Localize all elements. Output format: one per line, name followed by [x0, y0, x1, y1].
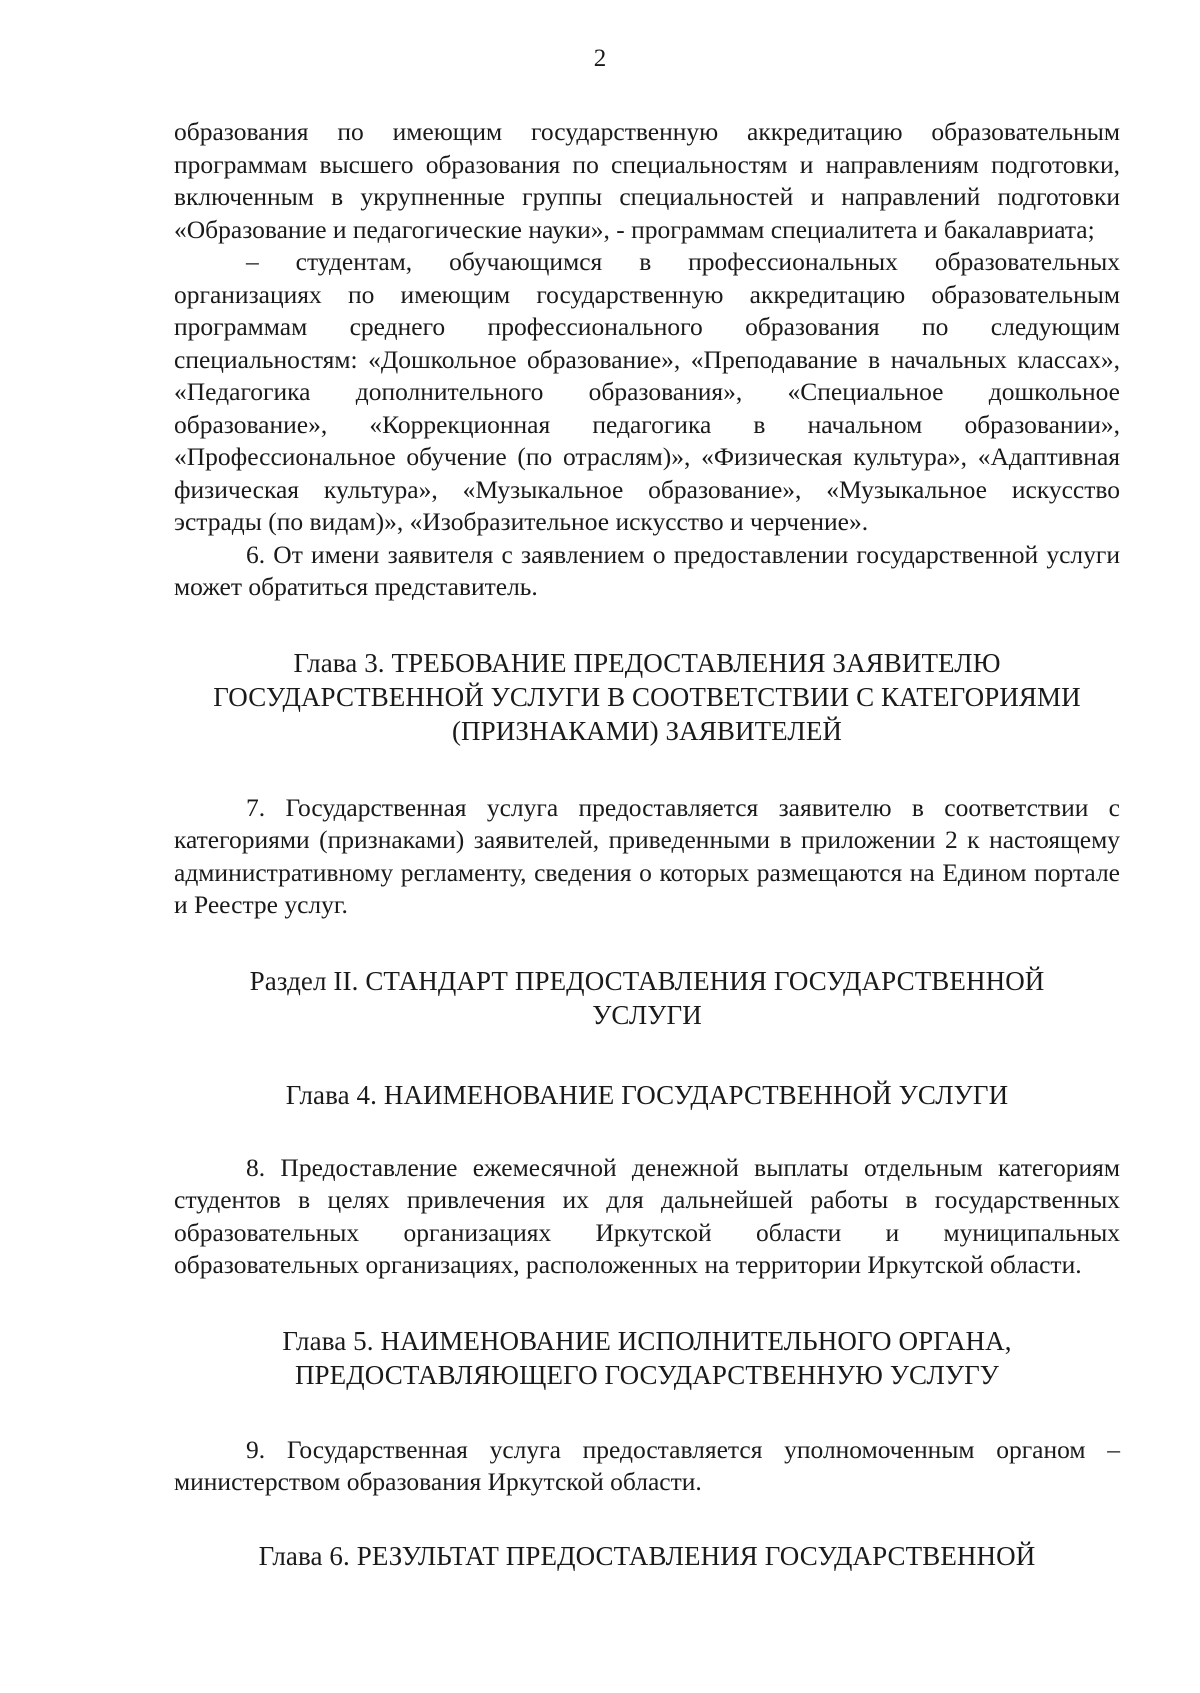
section-2-heading-line-1: Раздел II. СТАНДАРТ ПРЕДОСТАВЛЕНИЯ ГОСУДАРСТВЕННОЙ — [249, 965, 1045, 996]
paragraph-students-list: – студентам, обучающимся в профессиональных образовательных организациях по имеющим государственную аккредитацию образовательным программам среднего профессионального образования по следующим специальностям: «Дошкольное образование», «Преподавание в начальных классах», «Педагогика дополнительного образования», «Специальное дошкольное образование», «Коррекционная педагогика в начальном образовании», «Профессиональное обучение (по отраслям)», «Физическая культура», «Адаптивная физическая культура», «Музыкальное образование», «Музыкальное искусство эстрады (по видам)», «Изобразительное искусство и черчение». — [174, 247, 1120, 536]
chapter-3-heading-line-2: ГОСУДАРСТВЕННОЙ УСЛУГИ В СООТВЕТСТВИИ С КАТЕГОРИЯМИ — [213, 681, 1081, 712]
chapter-3-heading-line-1: Глава 3. ТРЕБОВАНИЕ ПРЕДОСТАВЛЕНИЯ ЗАЯВИТЕЛЮ — [293, 647, 1001, 678]
section-2-heading — [174, 964, 1120, 1032]
paragraph-continuation: образования по имеющим государственную аккредитацию образовательным программам высшего образования по специальностям и направлениям подготовки, включенным в укрупненные группы специальностей и направлений подготовки «Образование и педагогические науки», - программам специалитета и бакалавриата; — [174, 117, 1120, 244]
page-number: 2 — [593, 45, 607, 72]
paragraph-9: 9. Государственная услуга предоставляется уполномоченным органом – министерством образования Иркутской области. — [174, 1434, 1120, 1496]
chapter-6-heading-line-1: Глава 6. РЕЗУЛЬТАТ ПРЕДОСТАВЛЕНИЯ ГОСУДАРСТВЕННОЙ — [258, 1540, 1036, 1571]
paragraph-7: 7. Государственная услуга предоставляется заявителю в соответствии с категориями (признаками) заявителей, приведенными в приложении 2 к настоящему административному регламенту, сведения о которых размещаются на Едином портале и Реестре услуг. — [174, 792, 1120, 919]
chapter-5-heading-line-2: ПРЕДОСТАВЛЯЮЩЕГО ГОСУДАРСТВЕННУЮ УСЛУГУ — [294, 1359, 1000, 1390]
chapter-4-heading: Глава 4. НАИМЕНОВАНИЕ ГОСУДАРСТВЕННОЙ УСЛУГИ — [285, 1079, 1009, 1110]
chapter-5-heading — [174, 1324, 1120, 1392]
chapter-3-heading — [174, 646, 1120, 748]
chapter-3-heading-line-3: (ПРИЗНАКАМИ) ЗАЯВИТЕЛЕЙ — [451, 715, 843, 746]
chapter-6-heading — [174, 1539, 1120, 1573]
chapter-5-heading-line-1: Глава 5. НАИМЕНОВАНИЕ ИСПОЛНИТЕЛЬНОГО ОРГАНА, — [282, 1325, 1012, 1356]
section-2-heading-line-2: УСЛУГИ — [592, 999, 702, 1030]
paragraph-8: 8. Предоставление ежемесячной денежной выплаты отдельным категориям студентов в целях привлечения их для дальнейшей работы в государственных образовательных организациях Иркутской области и муниципальных образовательных организациях, расположенных на территории Иркутской области. — [174, 1152, 1120, 1279]
document-body — [174, 116, 1120, 1573]
paragraph-6: 6. От имени заявителя с заявлением о предоставлении государственной услуги может обратиться представитель. — [174, 539, 1120, 601]
